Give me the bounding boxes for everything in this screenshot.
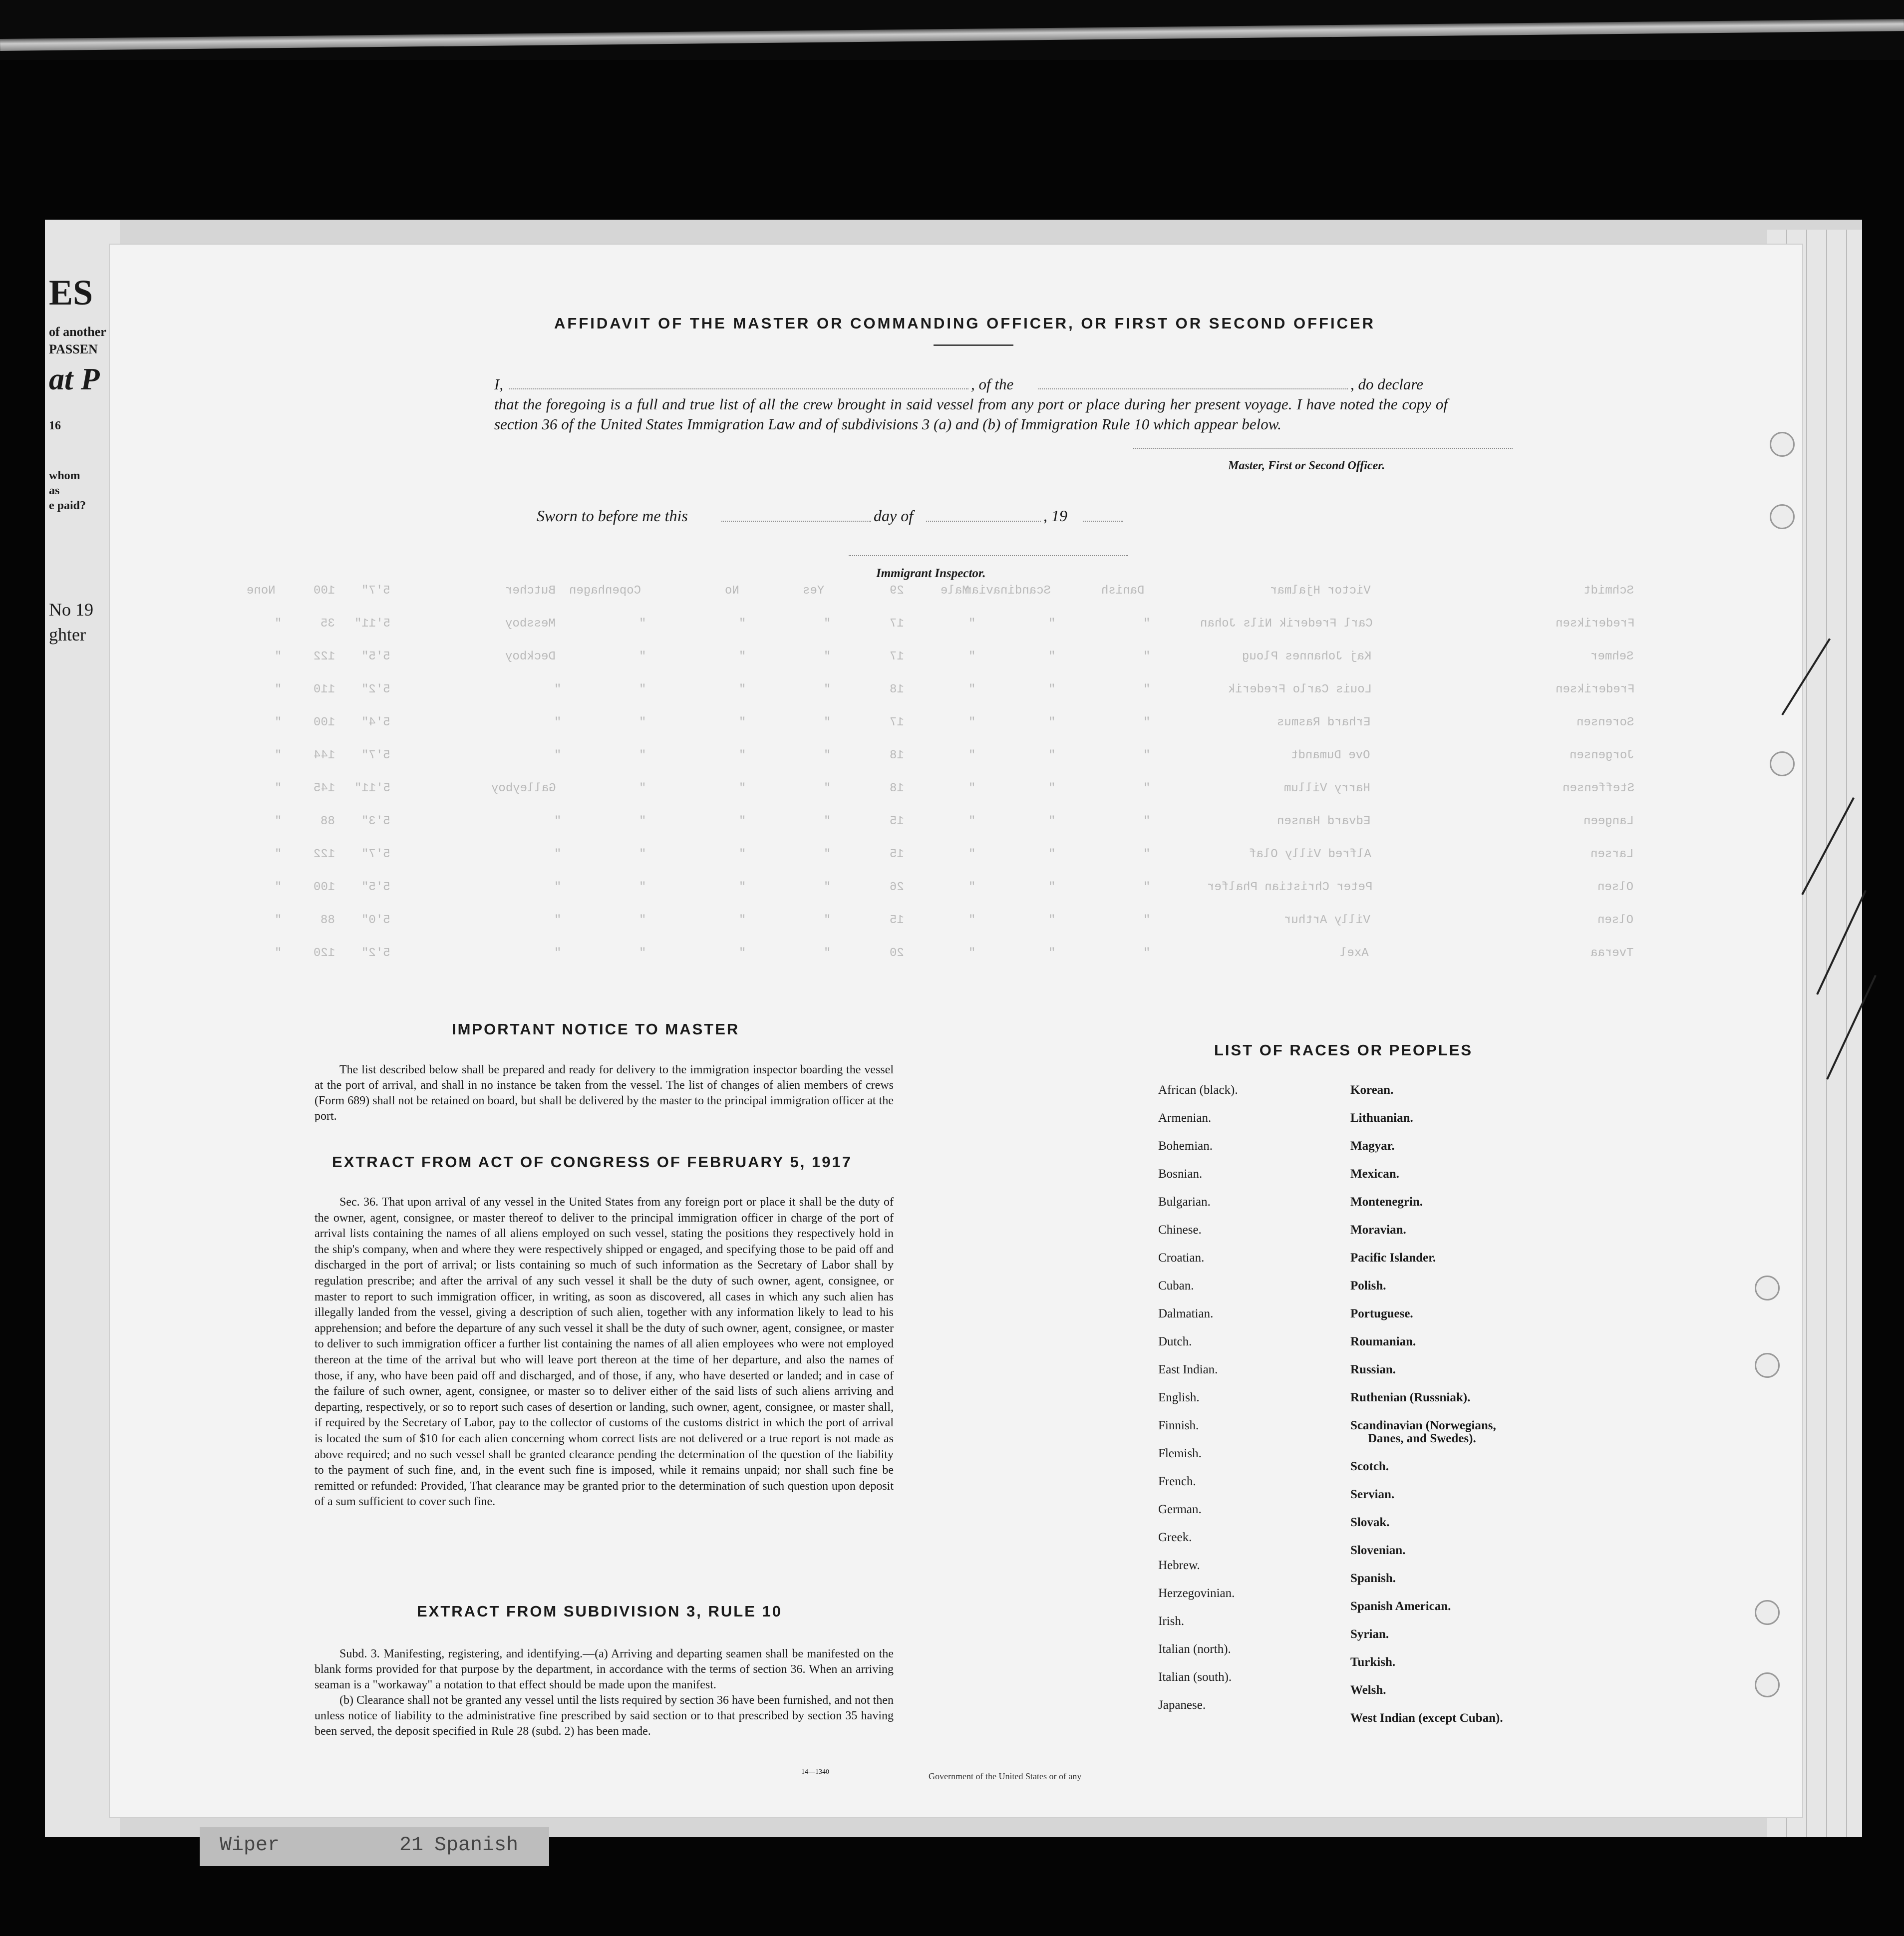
race-item: English. [1158,1391,1200,1404]
punch-hole [1770,751,1795,776]
bleed-cell: 5'5" [361,881,390,894]
bleed-cell: 17 [890,650,904,663]
bleed-cell: 26 [890,881,904,894]
bleed-cell: Yes [803,584,825,598]
bleed-cell: 122 [314,650,335,663]
declaration-line [494,374,1448,394]
bleed-cell: " [1048,815,1056,828]
bleed-row [110,881,1802,901]
race-item: Chinese. [1158,1223,1202,1237]
bleed-cell: " [739,749,746,762]
race-item: Dalmatian. [1158,1307,1214,1320]
rule-para-b: (b) Clearance shall not be granted any vessel until the lists required by section 36 have been furnished, and not then unless notice of liability to the administrative fine prescribed by said section or to that prescribed by section 35 having been served, the deposit specified in Rule 28 (subd. 2) has been made. [315,1694,894,1738]
bleed-cell: " [1143,749,1151,762]
race-item: Bohemian. [1158,1139,1213,1153]
race-item: Armenian. [1158,1111,1212,1125]
race-item: Magyar. [1350,1139,1395,1153]
underlying-fragment: Wiper [220,1834,280,1857]
bleed-cell: Olsen [1597,881,1634,894]
bleed-cell: " [554,716,562,729]
bleed-cell: Male [941,584,969,598]
race-item: Irish. [1158,1614,1185,1628]
bleed-cell: 110 [314,683,335,696]
inspector-signature-line [849,554,1128,556]
bleed-cell: " [824,716,831,729]
bleed-cell: " [1143,914,1151,927]
bleed-cell: Frederiksen [1556,683,1635,696]
race-item: West Indian (except Cuban). [1350,1711,1503,1725]
bleed-cell: Sehmer [1590,650,1634,663]
race-item: Herzegovinian. [1158,1587,1235,1600]
underlying-fragment: at P [49,362,100,396]
bleed-cell: " [739,914,746,927]
bleed-cell: " [639,947,646,960]
race-item: Montenegrin. [1350,1195,1423,1209]
race-item: Slovak. [1350,1516,1390,1529]
bleed-cell: 18 [890,683,904,696]
punch-hole [1755,1600,1780,1625]
bleed-cell: " [1143,815,1151,828]
bleed-cell: 5'2" [361,683,390,696]
punch-hole [1770,504,1795,529]
race-item: Servian. [1350,1488,1395,1501]
affidavit-title: AFFIDAVIT OF THE MASTER OR COMMANDING OFFICER, OR FIRST OR SECOND OFFICER [554,315,1376,332]
underlying-fragment: of another [49,324,106,339]
bleed-cell: " [275,848,282,861]
bleed-cell: Langeen [1584,815,1634,828]
day-blank [721,507,871,522]
bleed-cell: Villy Arthur [1284,914,1370,927]
race-item: Pacific Islander. [1350,1251,1436,1265]
race-item: Bosnian. [1158,1167,1203,1181]
bleed-cell: " [739,617,746,631]
punch-hole [1755,1276,1780,1300]
race-item: Syrian. [1350,1627,1389,1641]
bleed-cell: " [739,782,746,795]
bleed-cell: " [824,848,831,861]
bleed-cell: " [824,815,831,828]
master-signature-label: Master, First or Second Officer. [1228,459,1385,472]
bleed-cell: " [824,782,831,795]
bleed-row [110,584,1802,604]
bleed-row [110,716,1802,736]
race-item: Mexican. [1350,1167,1399,1181]
title-rule [934,344,1013,346]
bleed-cell: Messboy [505,617,556,631]
race-item: Roumanian. [1350,1335,1416,1348]
bleed-row [110,782,1802,802]
bleed-cell: Axel [1340,947,1369,960]
bleed-cell: None [247,584,276,598]
race-item: French. [1158,1475,1196,1488]
bleed-cell: " [968,815,976,828]
bleed-cell: 18 [890,749,904,762]
punch-hole [1770,432,1795,457]
race-item: Bulgarian. [1158,1195,1211,1209]
bleed-cell: " [275,749,282,762]
bleed-cell: " [1143,782,1151,795]
bleed-cell: " [639,848,646,861]
bleed-cell: Victor Hjalmar [1270,584,1371,598]
bleed-cell: " [1143,716,1151,729]
declare-do-declare: , do declare [1350,375,1424,393]
footer-bleed: Government of the United States or of any [929,1771,1082,1781]
bleed-cell: 35 [320,617,335,631]
bleed-cell: " [739,815,746,828]
notice-heading: IMPORTANT NOTICE TO MASTER [452,1020,740,1038]
bleed-cell: " [968,881,976,894]
bleed-cell: " [1048,914,1056,927]
bleed-cell: Jorgensen [1570,749,1634,762]
race-item: Cuban. [1158,1279,1194,1292]
bleed-cell: 5'7" [361,584,390,598]
sworn-year: , 19 [1043,507,1067,525]
bleed-cell: 29 [890,584,904,598]
bleed-row [110,749,1802,769]
bleed-cell: " [1048,683,1056,696]
race-item: Japanese. [1158,1698,1206,1712]
affidavit-page [110,245,1802,1817]
bleed-cell: " [639,683,646,696]
bleed-cell: Sorensen [1577,716,1634,729]
bleed-cell: " [554,683,562,696]
bleed-cell: " [1048,782,1056,795]
bleed-cell: Harry Villum [1284,782,1370,795]
bleed-cell: Galleyboy [491,782,556,795]
declaration [494,374,1448,434]
bleed-cell: " [639,881,646,894]
bleed-cell: " [275,881,282,894]
bleed-cell: " [968,683,976,696]
bleed-cell: " [1048,881,1056,894]
bleed-cell: 122 [314,848,335,861]
bleed-cell: " [739,848,746,861]
sworn-day-of: day of [874,507,914,525]
races-heading: LIST OF RACES OR PEOPLES [1214,1041,1473,1059]
bleed-row [110,650,1802,670]
month-blank [926,507,1041,522]
bleed-cell: 5'11" [354,617,391,631]
bleed-cell: Olsen [1597,914,1634,927]
underlying-fragment: whom [49,469,80,482]
race-item: Flemish. [1158,1447,1202,1460]
bleed-cell: Butcher [505,584,556,598]
extract-rule-body [315,1646,894,1739]
bleed-cell: " [639,914,646,927]
bleed-cell: " [968,848,976,861]
race-item: Greek. [1158,1531,1192,1544]
bleed-cell: 5'4" [361,716,390,729]
bleed-cell: 144 [314,749,335,762]
declare-i: I, [494,375,504,393]
bleed-cell: " [739,716,746,729]
bleed-cell: " [968,716,976,729]
bleed-cell: " [1143,848,1151,861]
bleed-cell: " [824,683,831,696]
bleed-cell: 17 [890,716,904,729]
bleed-cell: 5'7" [361,848,390,861]
bleed-cell: Schmidt [1584,584,1634,598]
bleed-cell: " [824,914,831,927]
bleed-cell: " [275,914,282,927]
form-number: 14—1340 [801,1768,829,1776]
bleed-cell: 17 [890,617,904,631]
bleed-cell: Peter Christian Phalfer [1207,881,1373,894]
race-item: Italian (north). [1158,1642,1231,1656]
bleed-cell: " [824,947,831,960]
sworn-before: Sworn to before me this [537,507,688,525]
underlying-fragment: 16 [49,419,61,432]
underlying-fragment: as [49,484,60,497]
bleed-cell: " [968,650,976,663]
race-item: Croatian. [1158,1251,1205,1265]
race-item: Scotch. [1350,1460,1389,1473]
bleed-cell: " [1048,617,1056,631]
bleed-cell: " [554,749,562,762]
punch-hole [1755,1672,1780,1697]
bleed-cell: Larsen [1590,848,1634,861]
bleed-row [110,848,1802,868]
bleed-cell: 88 [320,914,335,927]
race-item: Moravian. [1350,1223,1406,1237]
bleed-cell: " [275,650,282,663]
bleed-cell: " [968,749,976,762]
underlying-fragment: ghter [49,625,86,645]
bleed-row [110,914,1802,934]
bleed-row [110,947,1802,967]
bleed-cell: 20 [890,947,904,960]
race-item: East Indian. [1158,1363,1218,1376]
bleed-cell: " [739,650,746,663]
race-item: Spanish. [1350,1572,1396,1585]
bleed-cell: " [1143,650,1151,663]
bleed-cell: Steffensen [1563,782,1635,795]
bleed-cell: " [739,683,746,696]
bleed-cell: Alfred Villy Olaf [1249,848,1371,861]
underlying-fragment: e paid? [49,499,86,512]
bleed-cell: 100 [314,881,335,894]
bleed-cell: No [725,584,739,598]
bleed-cell: " [275,617,282,631]
bleed-cell: Deckboy [505,650,556,663]
bleed-cell: 5'5" [361,650,390,663]
race-item: Italian (south). [1158,1670,1232,1684]
bleed-cell: " [824,617,831,631]
bleed-cell: " [554,815,562,828]
bleed-cell: " [739,881,746,894]
bleed-cell: 18 [890,782,904,795]
race-item: Welsh. [1350,1683,1386,1697]
bleed-cell: 120 [314,947,335,960]
bleed-cell: Erhard Rasmus [1277,716,1371,729]
bleed-cell: Kaj Johannes Ploug [1242,650,1372,663]
race-item: Ruthenian (Russniak). [1350,1391,1471,1404]
bleed-cell: " [824,881,831,894]
extract-act-body: Sec. 36. That upon arrival of any vessel in the United States from any foreign port or place it shall be the duty of the owner, agent, consignee, or master thereof to deliver to the principal immigration officer in charge of the port of arrival lists containing the names of all aliens employed on such vessel, stating the positions they respectively hold in the ship's company, when and where they were respectively shipped or engaged, and specifying those to be paid off and discharged in the port of arrival; or lists containing so much of such information as the Secretary of Labor shall by regulation prescribe; and after the arrival of any such vessel it shall be the duty of such owner, agent, consignee, or master to report to such immigration officer, in writing, as soon as discovered, all cases in which any such alien has illegally landed from the vessel, giving a description of such alien, together with any information likely to lead to his apprehension; and before the departure of any such vessel it shall be the duty of such owner, agent, consignee, or master to deliver to such immigration officer a further list containing the names of all alien employees who were not employed thereon at the time of the arrival but who will leave port thereon at the time of her departure, and also the names of those, if any, who have been paid off and discharged, and of those, if any, who have deserted or landed; and in case of the failure of such owner, agent, consignee, or master so to deliver either of the said lists of such aliens arriving and departing, respectively, or so to report such cases of desertion or landing, such owner, agent, consignee, or master shall, if required by the Secretary of Labor, pay to the collector of customs of the customs district in which the port of arrival is located the sum of $10 for each alien concerning whom correct lists are not delivered or a true report is not made as above required; and no such vessel shall be granted clearance pending the determination of the question of the liability to the payment of such fine, and, in the event such fine is imposed, while it remains unpaid; nor shall such fine be remitted or refunded: Provided, That clearance may be granted prior to the determination of such question upon deposit of a sum sufficient to cover such fine. [315,1196,894,1509]
bleed-cell: Tveraa [1590,947,1634,960]
bleed-cell: 145 [314,782,335,795]
bleed-cell: Danish [1101,584,1145,598]
bleed-cell: " [275,683,282,696]
bleed-cell: " [968,782,976,795]
bleed-cell: 88 [320,815,335,828]
inspector-label: Immigrant Inspector. [876,567,986,580]
bleed-cell: 5'2" [361,947,390,960]
bleed-cell: " [275,716,282,729]
bleed-cell: " [639,617,646,631]
bleed-cell: Scandinavian [964,584,1051,598]
bleed-cell: " [554,881,562,894]
race-item: Spanish American. [1350,1600,1451,1613]
bleed-cell: 15 [890,815,904,828]
race-item: Portuguese. [1350,1307,1413,1320]
bleed-cell: " [1143,683,1151,696]
underlying-fragment: No 19 [49,600,93,620]
underlying-sheet-bottom-edge [200,1827,549,1866]
bleed-cell: " [639,782,646,795]
bleed-row [110,815,1802,835]
bleed-cell: " [639,749,646,762]
race-item: Hebrew. [1158,1559,1200,1572]
underlying-sheet-left-edge [45,220,120,1837]
bleed-cell: " [639,716,646,729]
bleed-cell: Copenhagen [569,584,641,598]
race-item: Danes, and Swedes). [1368,1432,1476,1445]
punch-hole [1755,1353,1780,1378]
bleed-cell: " [1048,947,1056,960]
underlying-fragment: Spanish [434,1834,519,1857]
underlying-fragment: 21 [399,1834,424,1857]
race-item: German. [1158,1503,1202,1516]
bleed-cell: 15 [890,914,904,927]
race-item: Finnish. [1158,1419,1199,1432]
bleed-cell: " [824,749,831,762]
race-item: Dutch. [1158,1335,1192,1348]
race-item: Slovenian. [1350,1544,1406,1557]
bleed-cell: " [1143,881,1151,894]
underlying-fragment: ES [49,273,93,313]
bleed-row [110,617,1802,637]
bleed-cell: " [968,947,976,960]
underlying-fragment: PASSEN [49,342,98,356]
race-item: Polish. [1350,1279,1386,1292]
bleed-cell: " [1048,650,1056,663]
bleed-cell: " [554,947,562,960]
bleed-cell: 5'0" [361,914,390,927]
bleed-cell: 15 [890,848,904,861]
bleed-cell: Carl Frederik Nils Johan [1200,617,1373,631]
year-blank [1083,507,1123,522]
race-item: Russian. [1350,1363,1396,1376]
bleed-cell: Edvard Hansen [1277,815,1371,828]
bleed-cell: " [968,617,976,631]
bleed-cell: 5'7" [361,749,390,762]
bleed-cell: " [1048,716,1056,729]
bleed-cell: " [1143,947,1151,960]
race-item: Lithuanian. [1350,1111,1413,1125]
races-list [1158,1083,1657,1725]
bleed-cell: " [1048,749,1056,762]
race-item: Turkish. [1350,1655,1396,1669]
bleed-cell: " [968,914,976,927]
bleed-cell: " [275,782,282,795]
bleed-cell: 5'11" [354,782,391,795]
extract-act-heading: EXTRACT FROM ACT OF CONGRESS OF FEBRUARY 5, 1917 [332,1153,852,1171]
master-signature-line [1133,447,1513,449]
race-item: African (black). [1158,1083,1238,1097]
bleed-cell: 100 [314,716,335,729]
bleed-cell: " [1048,848,1056,861]
declare-of-the: , of the [971,375,1014,393]
bleed-cell: " [824,650,831,663]
bleed-cell: " [554,914,562,927]
bleed-cell: 5'3" [361,815,390,828]
bleed-cell: " [275,815,282,828]
bleed-cell: " [639,815,646,828]
name-blank [509,374,968,389]
notice-body: The list described below shall be prepared and ready for delivery to the immigration inspector boarding the vessel at the port of arrival, and shall in no instance be taken from the vessel. The list of changes of alien members of crews (Form 689) shall not be retained on board, but shall be delivered by the master to the principal immigration officer at the port. [315,1063,894,1123]
bleed-cell: Louis Carlo Frederik [1228,683,1372,696]
declaration-body: that the foregoing is a full and true list of all the crew brought in said vessel from any port or place during her present voyage. I have noted the copy of section 36 of the United States Immigration Law and of subdivisions 3 (a) and (b) of Immigration Rule 10 which appear below. [494,395,1448,433]
bleed-cell: " [739,947,746,960]
bleed-cell: Frederiksen [1556,617,1635,631]
bleed-cell: " [639,650,646,663]
bleed-row [110,683,1802,703]
bleed-cell: " [554,848,562,861]
bleed-cell: 100 [314,584,335,598]
bleed-cell: Ove Dumandt [1291,749,1370,762]
bleed-cell: " [1143,617,1151,631]
extract-rule-heading: EXTRACT FROM SUBDIVISION 3, RULE 10 [417,1603,782,1620]
bleed-cell: " [275,947,282,960]
race-item: Scandinavian (Norwegians, [1350,1419,1496,1432]
rule-para-a: Subd. 3. Manifesting, registering, and identifying.—(a) Arriving and departing seamen shall be manifested on the blank forms provided for that purpose by the department, in accordance with the terms of section 36. When an arriving seaman is a "workaway" a notation to that effect should be made upon the manifest. [315,1647,894,1691]
vessel-blank [1038,374,1348,389]
race-item: Korean. [1350,1083,1394,1097]
